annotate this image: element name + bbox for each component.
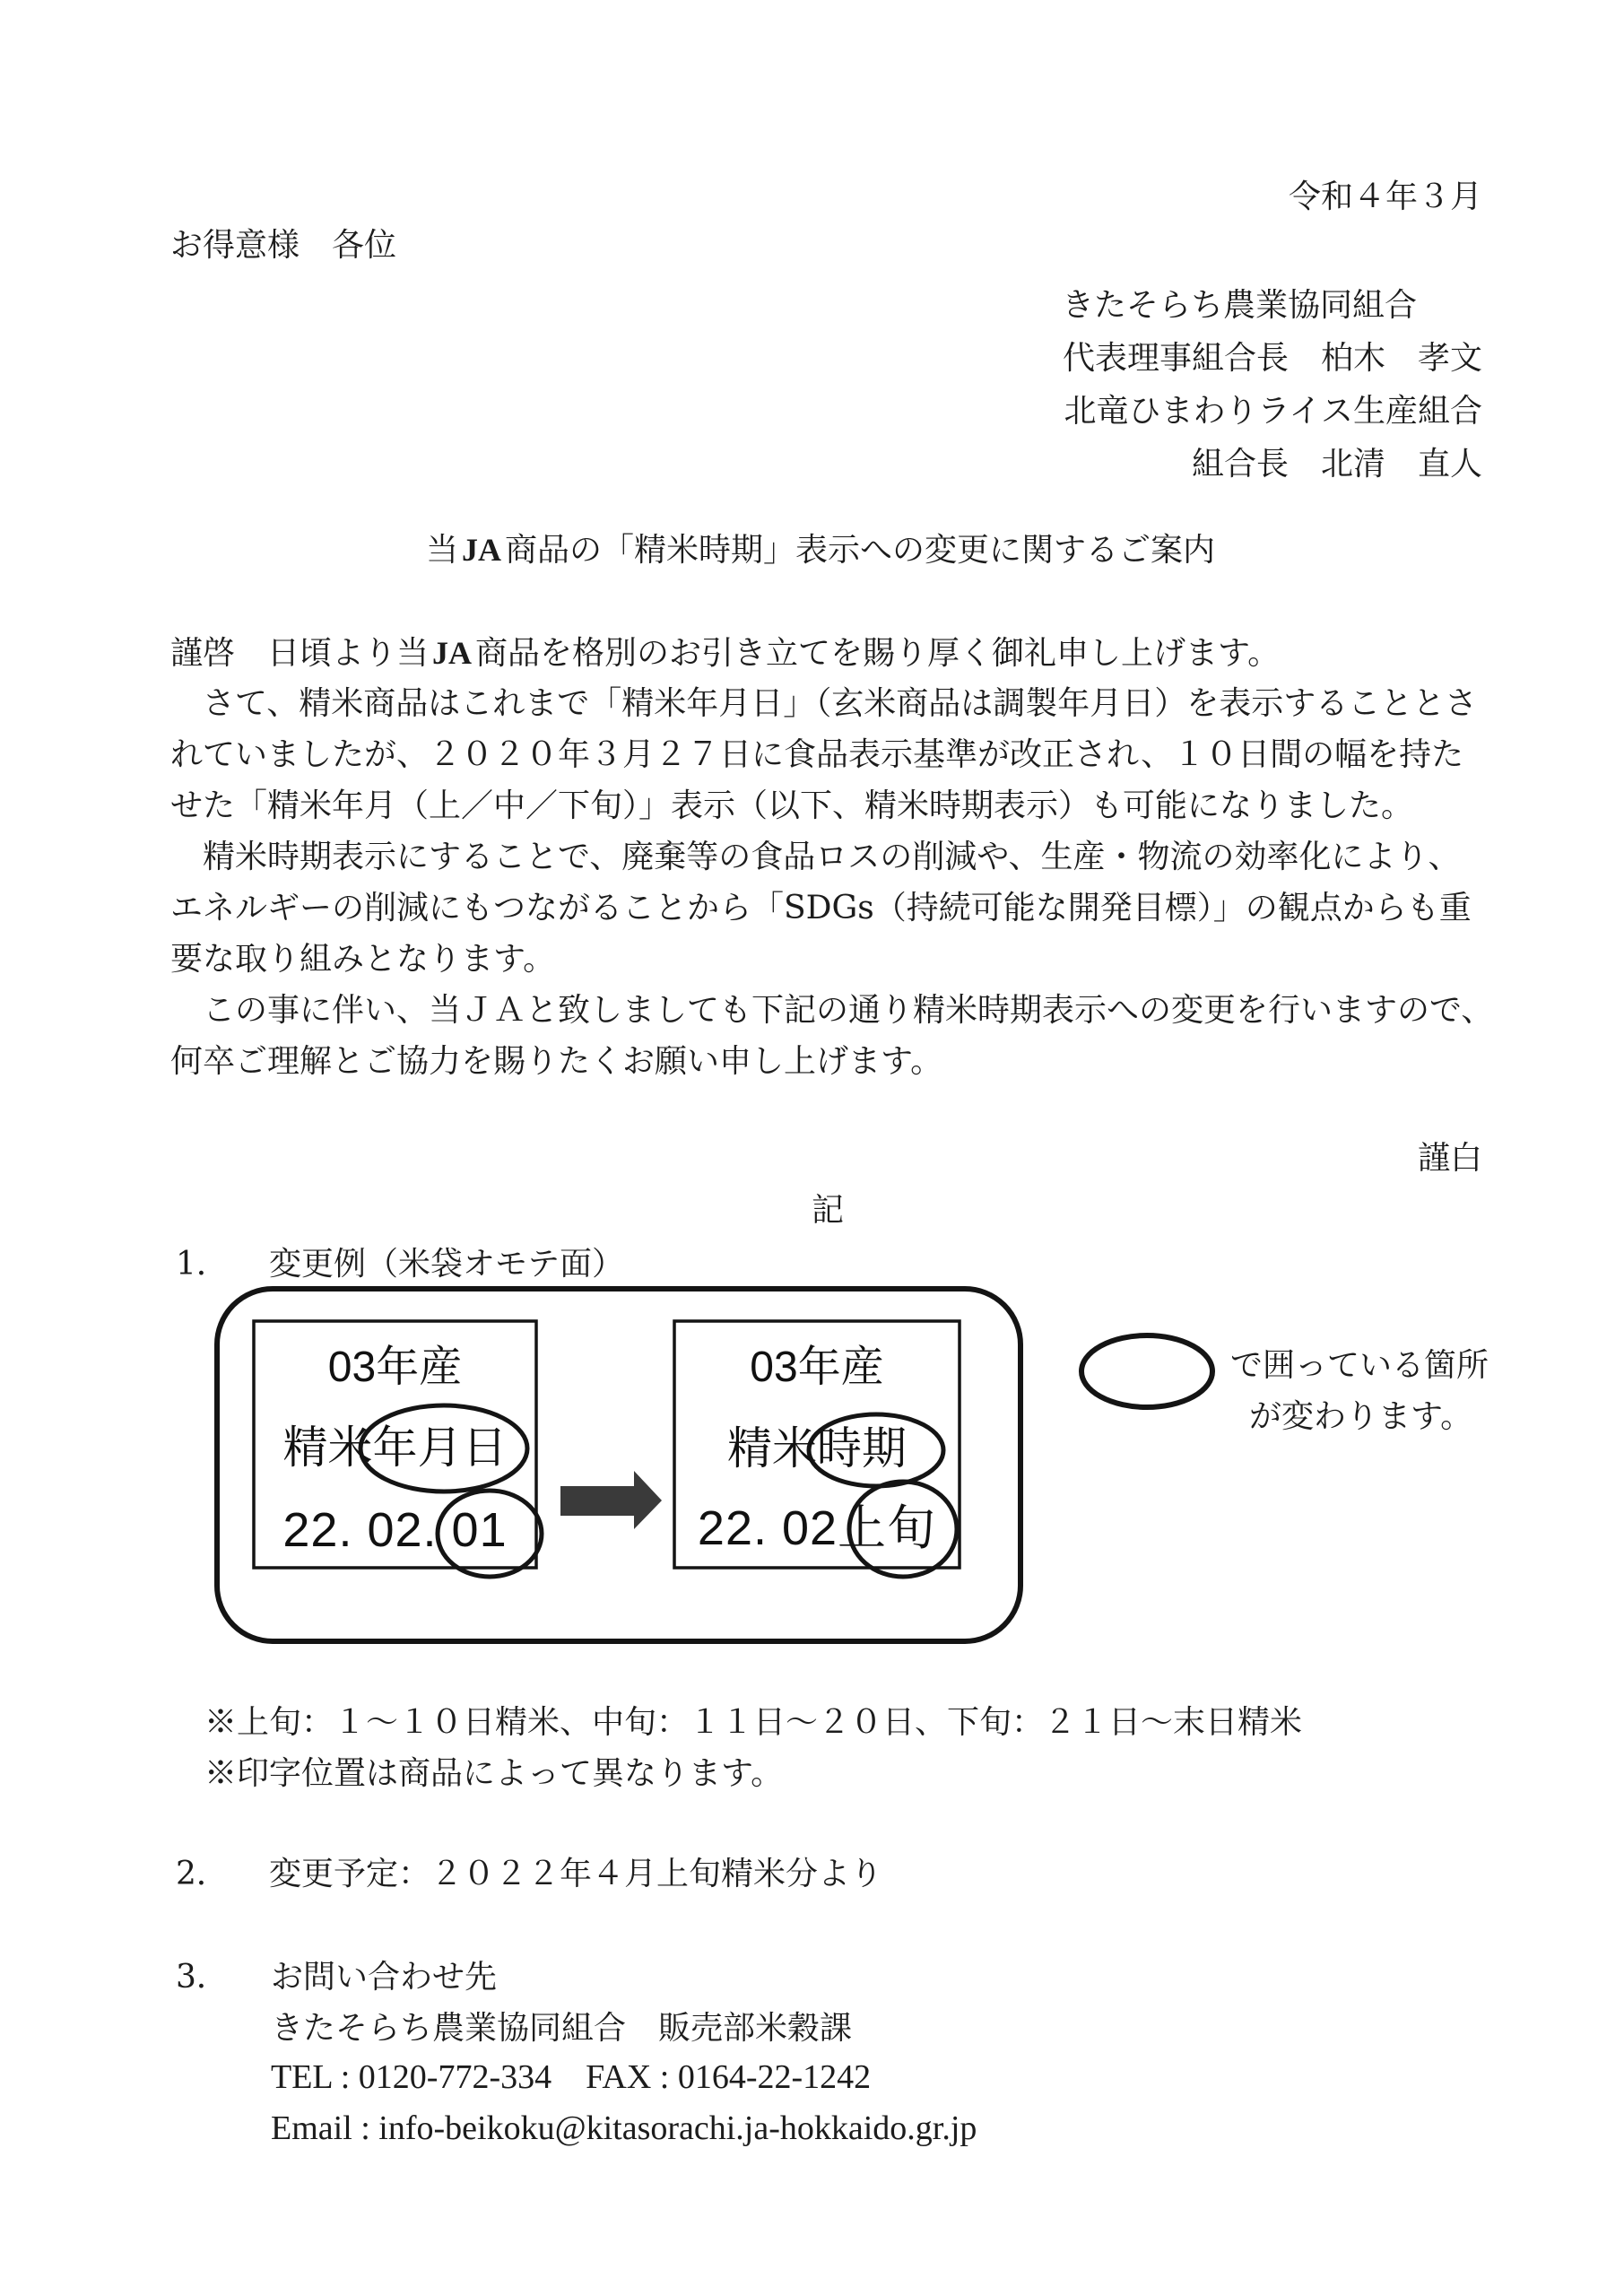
body-line: せた「精米年月（上／中／下旬）」表示（以下、精米時期表示）も可能になりました。 bbox=[170, 787, 1414, 824]
before-label: 精米年月日 bbox=[282, 1422, 508, 1473]
legend-ellipse-icon bbox=[1081, 1335, 1212, 1407]
note: ※印字位置は商品によって異なります。 bbox=[204, 1755, 784, 1792]
section-heading: 変更例（米袋オモテ面） bbox=[269, 1246, 625, 1283]
body-line: この事に伴い、当ＪＡと致しましても下記の通り精米時期表示への変更を行いますので、 bbox=[170, 992, 1494, 1029]
sender-organization: きたそらち農業協同組合 bbox=[1062, 287, 1418, 324]
partner-representative: 組合長 北清 直人 bbox=[1191, 446, 1482, 483]
title-rest: 商品の「精米時期」表示への変更に関するご案内 bbox=[505, 532, 1216, 569]
before-date: 22. 02. 01 bbox=[282, 1503, 508, 1557]
contact-department: きたそらち農業協同組合 販売部米穀課 bbox=[271, 2010, 853, 2047]
change-schedule: 変更予定：２０２２年４月上旬精米分より bbox=[269, 1856, 883, 1892]
legend-line-2: が変わります。 bbox=[1249, 1398, 1473, 1435]
body-line: エネルギーの削減にもつながることから「SDGs（持続可能な開発目標）」の観点からも重 bbox=[170, 890, 1472, 926]
title-prefix: 当 bbox=[426, 532, 459, 569]
right-arrow-icon bbox=[560, 1471, 662, 1529]
body-line-1-prefix: 謹啓 日頃より当 bbox=[170, 635, 430, 672]
body-line-1-ja: JA bbox=[432, 635, 473, 671]
contact-phone-fax: TEL : 0120-772-334 FAX : 0164-22-1242 bbox=[271, 2058, 872, 2096]
closing: 謹白 bbox=[1417, 1140, 1482, 1177]
partner-organization: 北竜ひまわりライス生産組合 bbox=[1064, 393, 1482, 430]
body-line: 精米時期表示にすることで、廃棄等の食品ロスの削減や、生産・物流の効率化により、 bbox=[170, 839, 1461, 875]
body-line: さて、精米商品はこれまで「精米年月日」（玄米商品は調製年月日）を表示することとさ bbox=[170, 685, 1478, 722]
body-line: れていましたが、２０２０年３月２７日に食品表示基準が改正され、１０日間の幅を持た bbox=[170, 736, 1464, 773]
section-heading: お問い合わせ先 bbox=[271, 1959, 498, 1996]
after-date: 22. 02上旬 bbox=[697, 1501, 937, 1555]
before-year: 03年産 bbox=[327, 1344, 463, 1391]
note: ※上旬：１～１０日精米、中旬：１１日～２０日、下旬：２１日～末日精米 bbox=[204, 1704, 1303, 1741]
ki-heading: 記 bbox=[812, 1192, 845, 1229]
section-number: 1． bbox=[176, 1246, 229, 1283]
contact-email: Email : info-beikoku@kitasorachi.ja-hokkaido.gr.jp bbox=[271, 2109, 977, 2147]
addressee: お得意様 各位 bbox=[170, 227, 397, 264]
title-ja: JA bbox=[462, 532, 502, 568]
sender-representative: 代表理事組合長 柏木 孝文 bbox=[1062, 340, 1482, 377]
document-date: 令和４年３月 bbox=[1288, 178, 1482, 215]
after-label: 精米時期 bbox=[727, 1423, 907, 1474]
section-number: 3． bbox=[176, 1959, 229, 1996]
body-line-1-rest: 商品を格別のお引き立てを賜り厚く御礼申し上げます。 bbox=[475, 635, 1281, 672]
body-line: 何卒ご理解とご協力を賜りたくお願い申し上げます。 bbox=[170, 1043, 943, 1080]
body-line: 要な取り組みとなります。 bbox=[170, 941, 556, 978]
after-year: 03年産 bbox=[750, 1344, 884, 1391]
section-number: 2． bbox=[176, 1856, 229, 1892]
legend-line-1: で囲っている箇所 bbox=[1230, 1347, 1489, 1384]
